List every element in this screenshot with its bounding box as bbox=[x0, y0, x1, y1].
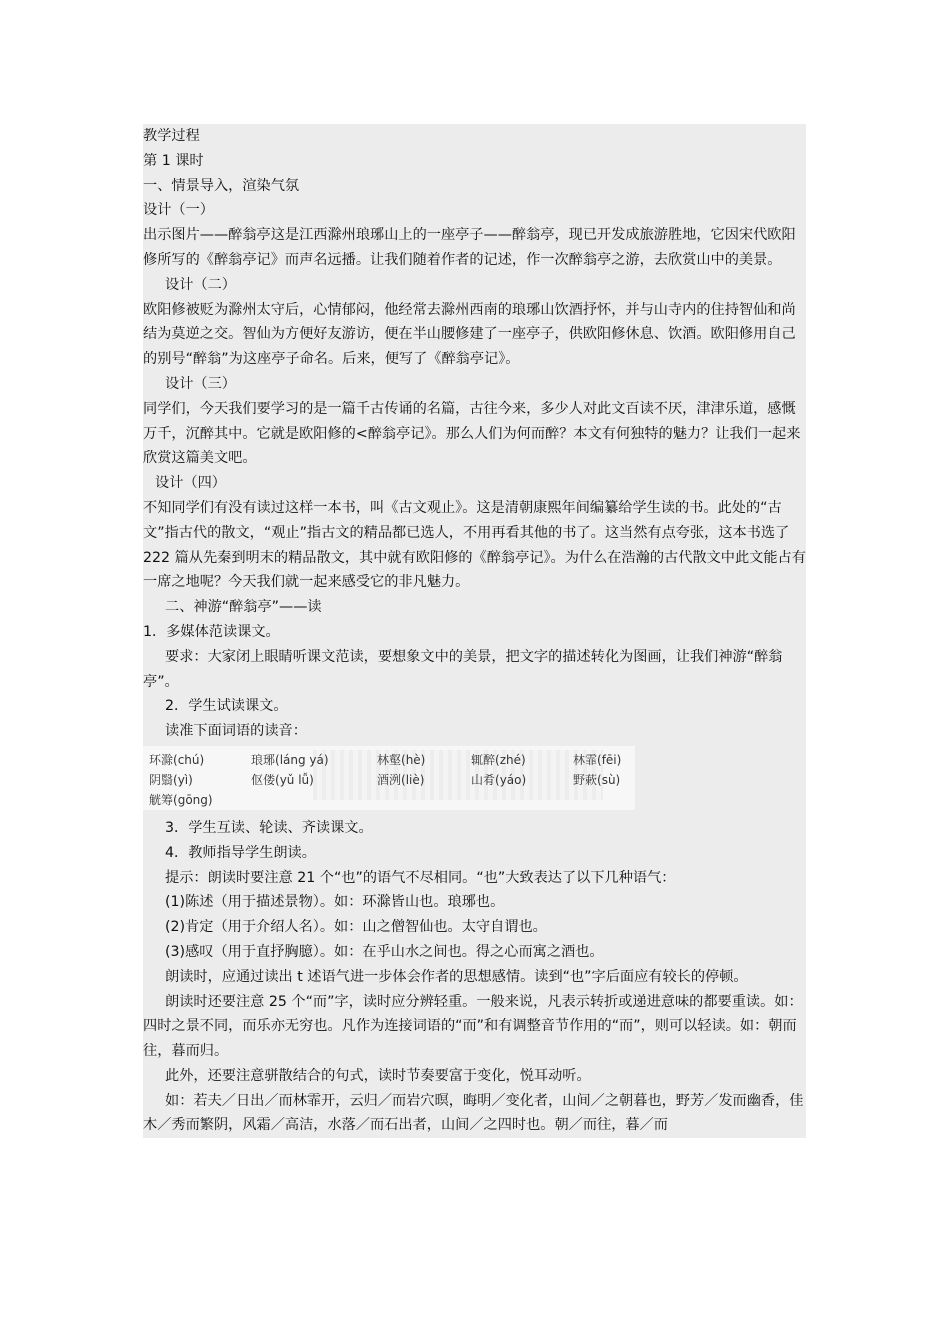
lesson-label: 第 1 课时 bbox=[143, 152, 204, 169]
section-heading-2: 二、神游“醉翁亭”——读 bbox=[165, 599, 322, 616]
paragraph-design-4: 不知同学们有没有读过这样一本书，叫《古文观止》。这是清朝康熙年间编纂给学生读的书。此处的“古文”指古代的散文，“观止”指古文的精品都已选人，不用再看其他的书了。这当然有点夸张，这本书选了 222 篇从先秦到明末的精品散文，其中就有欧阳修的《醉翁亭记》。为什么在浩瀚的古代散文中此文能占有一席之地呢？今天我们就一起来感受它的非凡魅力。 bbox=[143, 499, 806, 591]
design-label-2: 设计（二） bbox=[165, 276, 236, 293]
paragraph-design-2: 欧阳修被贬为滁州太守后，心情郁闷，他经常去滁州西南的琅琊山饮酒抒怀，并与山寺内的住持智仙和尚结为莫逆之交。智仙为方便好友游访，便在半山腰修建了一座亭子，供欧阳修休息、饮酒。欧阳修用自己的别号“醉翁”为这座亭子命名。后来，便写了《醉翁亭记》。 bbox=[143, 301, 796, 368]
heading-teaching-process: 教学过程 bbox=[143, 128, 200, 144]
vocab-item: 觥筹(gōng) bbox=[149, 792, 213, 807]
vocabulary-pronunciation-image bbox=[143, 746, 635, 810]
vocab-item: 林壑(hè) bbox=[377, 752, 426, 767]
vocab-item: 辄醉(zhé) bbox=[471, 752, 526, 767]
reading-note-rhythm: 此外，还要注意骈散结合的句式，读时节奏要富于变化，悦耳动听。 bbox=[165, 1067, 591, 1084]
step-1-requirement: 要求：大家闭上眼睛听课文范读，要想象文中的美景，把文字的描述转化为图画，让我们神游“醉翁亭”。 bbox=[143, 648, 783, 690]
paragraph-design-1: 出示图片——醉翁亭这是江西滁州琅琊山上的一座亭子——醉翁亭，现已开发成旅游胜地，它因宋代欧阳修所写的《醉翁亭记》而声名远播。让我们随着作者的记述，作一次醉翁亭之游，去欣赏山中的美景。 bbox=[143, 227, 796, 268]
design-label-4: 设计（四） bbox=[155, 475, 226, 492]
reading-note-er: 朗读时还要注意 25 个“而”字，读时应分辨轻重。一般来说，凡表示转折或递进意味的都要重读。如：四时之景不同，而乐亦无穷也。凡作为连接词语的“而”和有调整音节作用的“而”，则可以轻读。如：朝而往，暮而归。 bbox=[143, 993, 803, 1060]
step-4: 4．教师指导学生朗读。 bbox=[165, 844, 316, 861]
tone-item-3: (3)感叹（用于直抒胸臆）。如：在乎山水之间也。得之心而寓之酒也。 bbox=[165, 943, 604, 960]
step-2: 2．学生试读课文。 bbox=[165, 698, 288, 715]
tip-paragraph: 提示：朗读时要注意 21 个“也”的语气不尽相同。“也”大致表达了以下几种语气： bbox=[165, 869, 676, 886]
reading-example: 如：若夫／日出／而林霏开，云归／而岩穴暝，晦明／变化者，山间／之朝暮也，野芳／发而幽香，佳木／秀而繁阴，风霜／高洁，水落／而石出者，山间／之四时也。朝／而往，暮／而 bbox=[143, 1092, 804, 1134]
paragraph-design-3: 同学们，今天我们要学习的是一篇千古传诵的名篇，古往今来，多少人对此文百读不厌，津津乐道，感慨万千，沉醉其中。它就是欧阳修的<醉翁亭记》。那么人们为何而醉？本文有何独特的魅力？让我们一起来欣赏这篇美文吧。 bbox=[143, 400, 801, 467]
reading-note-ye: 朗读时，应通过读出 t 述语气进一步体会作者的思想感情。读到“也”字后面应有较长的停顿。 bbox=[165, 968, 748, 985]
vocab-item: 山肴(yáo) bbox=[471, 772, 527, 787]
vocab-item: 环滁(chú) bbox=[149, 752, 205, 767]
vocab-intro: 读准下面词语的读音： bbox=[165, 723, 307, 740]
vocab-item: 琅琊(láng yá) bbox=[251, 752, 329, 767]
step-1: 1．多媒体范读课文。 bbox=[143, 623, 280, 640]
vocab-item: 伛偻(yǔ lǚ) bbox=[251, 772, 314, 787]
document-body bbox=[143, 124, 806, 1138]
step-3: 3．学生互读、轮读、齐读课文。 bbox=[165, 819, 373, 836]
section-heading-1: 一、情景导入，渲染气氛 bbox=[143, 177, 300, 194]
tone-item-1: (1)陈述（用于描述景物）。如：环滁皆山也。琅琊也。 bbox=[165, 894, 505, 911]
faded-background-text bbox=[313, 750, 603, 800]
design-label-1: 设计（一） bbox=[143, 202, 214, 219]
design-label-3: 设计（三） bbox=[165, 375, 236, 392]
tone-item-2: (2)肯定（用于介绍人名）。如：山之僧智仙也。太守自谓也。 bbox=[165, 919, 547, 936]
vocab-item: 酒洌(liè) bbox=[377, 772, 425, 787]
vocab-item: 野蔌(sù) bbox=[573, 772, 621, 787]
vocab-item: 林霏(fēi) bbox=[573, 752, 622, 767]
vocab-item: 阴翳(yì) bbox=[149, 772, 193, 787]
